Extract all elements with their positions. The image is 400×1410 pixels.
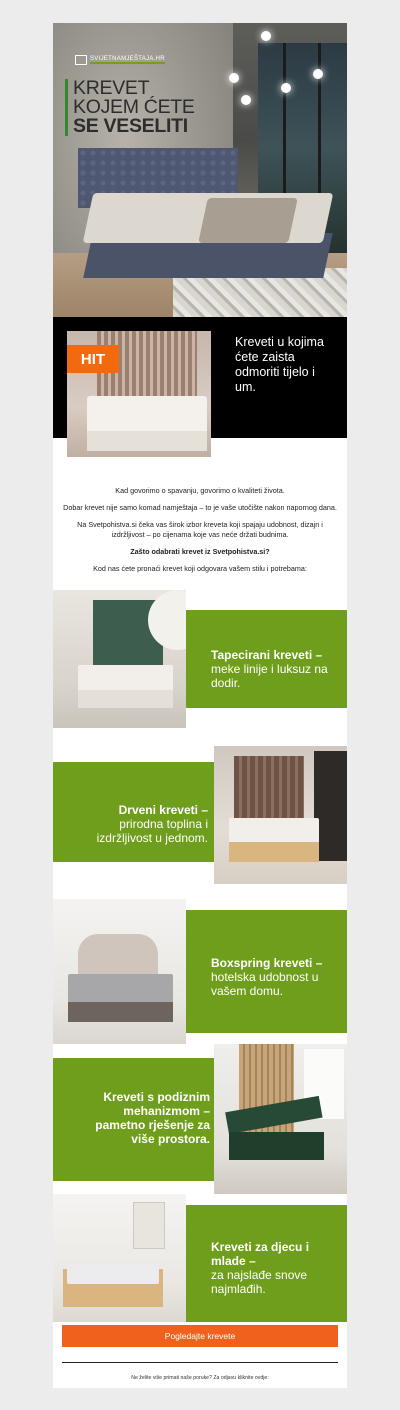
- sofa-icon: [75, 55, 87, 65]
- headline-line-3: SE VESELITI: [73, 115, 188, 137]
- unsubscribe-text[interactable]: Ne želite više primati naše poruke? Za odjavu kliknite ovdje:: [131, 1375, 269, 1381]
- category-desc: meke linije i luksuz na dodir.: [211, 662, 328, 690]
- category-title: Boxspring kreveti –: [211, 956, 323, 970]
- lamp-icon: [261, 31, 271, 41]
- category-title: Tapecirani kreveti –: [211, 648, 323, 662]
- hit-tagline: Kreveti u kojima ćete zaista odmoriti tijelo i um.: [235, 335, 324, 394]
- hero-throw: [198, 198, 298, 243]
- category-desc: hotelska udobnost u vašem domu.: [211, 970, 319, 998]
- category-label[interactable]: [211, 648, 336, 690]
- intro-question: Zašto odabrati krevet iz Svetpohistva.si?: [130, 547, 270, 556]
- lamp-icon: [229, 73, 239, 83]
- category-title: Kreveti s podiznim mehanizmom – pametno rješenje za više prostora.: [95, 1090, 210, 1146]
- intro-paragraph: Na Svetpohistva.si čeka vas širok izbor kreveta koji spajaju udobnost, dizajn i izdržljivost – po cijenama koje vas neće držati budnima.: [77, 520, 323, 539]
- category-image[interactable]: [53, 1194, 186, 1322]
- brand-logo[interactable]: SVIJETNAMJEŠTAJA.HR: [75, 55, 165, 65]
- category-image[interactable]: [53, 590, 186, 728]
- category-image[interactable]: [53, 899, 186, 1044]
- intro-paragraph: Kad govorimo o spavanju, govorimo o kvaliteti života.: [115, 486, 285, 495]
- lamp-icon: [313, 69, 323, 79]
- category-title: Kreveti za djecu i mlade –: [211, 1240, 310, 1268]
- intro-text: [61, 486, 339, 581]
- category-label[interactable]: [211, 1240, 336, 1296]
- category-label[interactable]: [83, 803, 208, 845]
- headline-line-2: KOJEM ĆETE: [73, 96, 195, 118]
- category-kids[interactable]: [53, 1194, 347, 1332]
- headline-line-1: KREVET: [73, 77, 150, 99]
- lamp-icon: [281, 83, 291, 93]
- intro-paragraph: Kod nas ćete pronaći krevet koji odgovara vašem stilu i potrebama:: [93, 564, 307, 573]
- category-image[interactable]: [214, 746, 347, 884]
- hero-banner[interactable]: [53, 23, 347, 317]
- category-desc: prirodna toplina i izdržljivost u jednom.: [96, 817, 208, 845]
- hero-headline: [65, 79, 195, 136]
- category-title: Drveni kreveti –: [118, 803, 208, 817]
- category-storage[interactable]: [53, 1044, 347, 1182]
- view-beds-button[interactable]: Pogledajte krevete: [62, 1325, 338, 1347]
- category-image[interactable]: [214, 1044, 347, 1194]
- category-label[interactable]: [78, 1090, 210, 1146]
- divider: [62, 1362, 338, 1363]
- hit-section: [53, 317, 347, 486]
- lamp-icon: [241, 95, 251, 105]
- email-body: [53, 23, 347, 1388]
- category-boxspring[interactable]: [53, 899, 347, 1037]
- category-upholstered[interactable]: [53, 590, 347, 728]
- category-label[interactable]: [211, 956, 336, 998]
- hit-badge: HIT: [67, 345, 119, 373]
- category-desc: za najslađe snove najmlađih.: [211, 1268, 308, 1296]
- intro-paragraph: Dobar krevet nije samo komad namještaja – to je vaše utočište nakon napornog dana.: [63, 503, 337, 512]
- category-wooden[interactable]: [53, 746, 347, 884]
